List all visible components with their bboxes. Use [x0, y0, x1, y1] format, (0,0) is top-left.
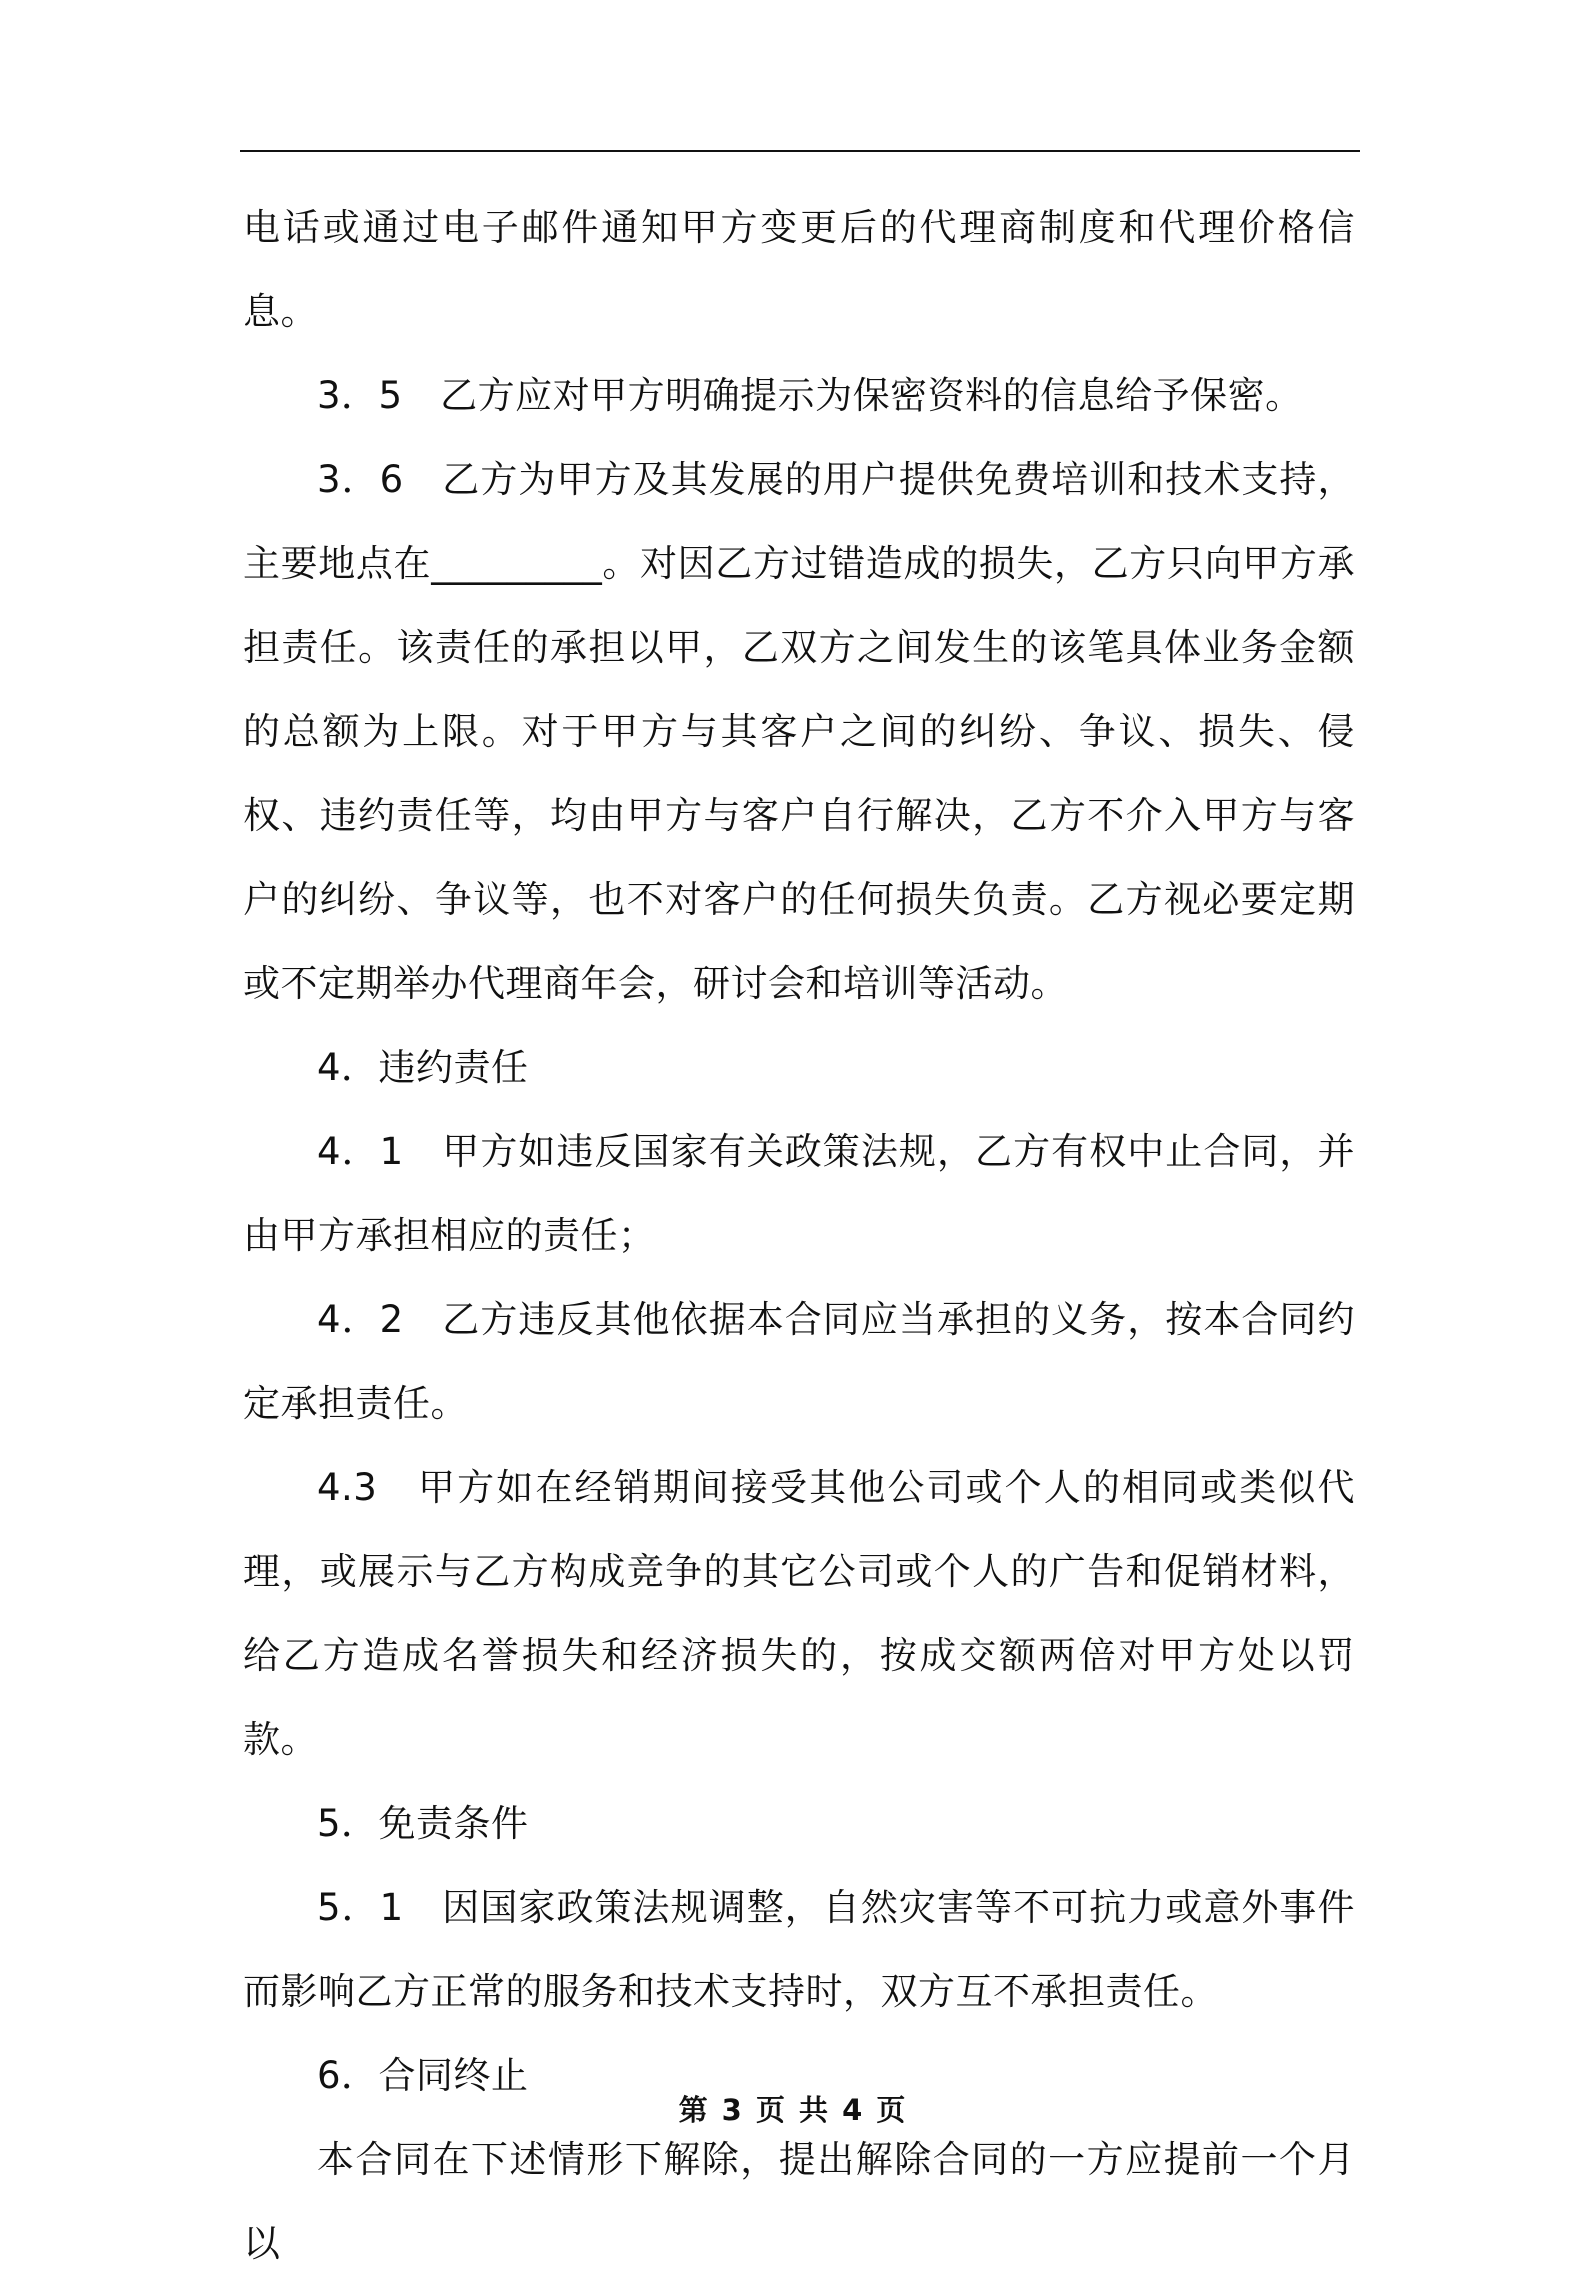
heading-exemption: 5．免责条件 [317, 1802, 529, 1845]
paragraph-4-1: 4．1 甲方如违反国家有关政策法规，乙方有权中止合同，并由甲方承担相应的责任； [243, 1130, 1355, 1257]
paragraph-termination-intro: 本合同在下述情形下解除，提出解除合同的一方应提前一个月以 [243, 2138, 1355, 2265]
heading-breach-liability: 4．违约责任 [317, 1046, 529, 1089]
heading-termination: 6．合同终止 [317, 2054, 529, 2097]
paragraph-3-6: 3．6 乙方为甲方及其发展的用户提供免费培训和技术支持，主要地点在_________。对因乙方过错造成的损失，乙方只向甲方承担责任。该责任的承担以甲，乙双方之间发生的该笔具体业务金额的总额为上限。对于甲方与其客户之间的纠纷、争议、损失、侵权、违约责任等，均由甲方与客户自行解决，乙方不介入甲方与客户的纠纷、争议等，也不对客户的任何损失负责。乙方视必要定期或不定期举办代理商年会，研讨会和培训等活动。 [243, 458, 1355, 1005]
paragraph-3-5: 3．5 乙方应对甲方明确提示为保密资料的信息给予保密。 [317, 374, 1303, 417]
paragraph-1: 电话或通过电子邮件通知甲方变更后的代理商制度和代理价格信息。 [243, 206, 1355, 333]
document-body [243, 186, 1355, 2286]
paragraph-5-1: 5．1 因国家政策法规调整，自然灾害等不可抗力或意外事件而影响乙方正常的服务和技术支持时，双方互不承担责任。 [243, 1886, 1355, 2013]
header-rule [240, 150, 1360, 152]
paragraph-4-2: 4．2 乙方违反其他依据本合同应当承担的义务，按本合同约定承担责任。 [243, 1298, 1355, 1425]
page-footer: 第 3 页 共 4 页 [678, 2093, 908, 2127]
paragraph-4-3: 4.3 甲方如在经销期间接受其他公司或个人的相同或类似代理，或展示与乙方构成竞争的其它公司或个人的广告和促销材料，给乙方造成名誉损失和经济损失的，按成交额两倍对甲方处以罚款。 [243, 1466, 1355, 1761]
